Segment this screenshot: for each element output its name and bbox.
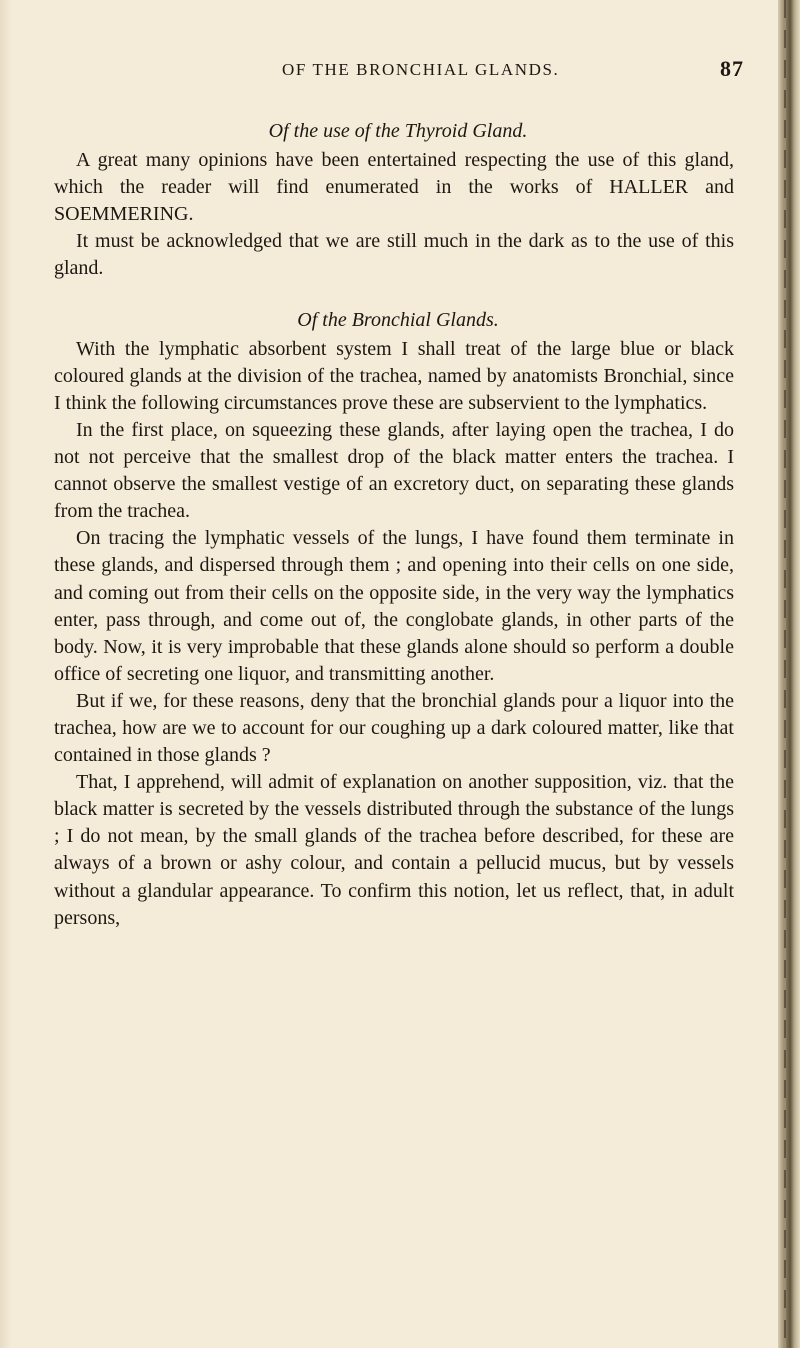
paragraph: That, I apprehend, will admit of explanation on another supposition, viz. that the black matter is secreted by the vessels distributed through the substance of the lungs ; I do not mean, by the small glands of the trachea before described, for these are always of a brown or ashy colour, and contain a pellucid mucus, but by vessels without a glandular appearance. To confirm this notion, let us reflect, that, in adult persons, [54,771,734,929]
page-edge [778,0,800,1348]
body-text [54,118,734,932]
paragraph: With the lymphatic absorbent system I shall treat of the large blue or black coloured glands at the division of the trachea, named by anatomists Bronchial, since I think the following circumstances prove these are subservient to the lymphatics. [54,337,734,414]
paragraph: In the first place, on squeezing these glands, after laying open the trachea, I do not not perceive that the smallest drop of the black matter enters the trachea. I cannot observe the smallest vestige of an excretory duct, on separating these glands from the trachea. [54,418,734,523]
paragraph: But if we, for these reasons, deny that the bronchial glands pour a liquor into the trachea, how are we to account for our coughing up a dark coloured matter, like that contained in those glands ? [54,689,734,767]
paragraph: It must be acknowledged that we are still much in the dark as to the use of this gland. [54,230,734,280]
running-header [0,58,800,88]
paragraph: On tracing the lymphatic vessels of the lungs, I have found them terminate in these glands, and dispersed through them ; and opening into their cells on one side, and coming out from their cells on the opposite side, in the very way the lymphatics enter, pass through, and come out of, the conglobate glands, in other parts of the body. Now, it is very improbable that these glands alone should so perform a double office of secreting one liquor, and transmitting another. [54,527,734,685]
paragraph: A great many opinions have been entertained respecting the use of this gland, which the reader will find enumerated in the works of HALLER and SOEMMERING. [54,149,734,226]
running-title: OF THE BRONCHIAL GLANDS. [282,60,560,79]
page-number: 87 [720,56,744,81]
section-heading-thyroid: Of the use of the Thyroid Gland. [268,120,528,142]
section-heading-bronchial: Of the Bronchial Glands. [297,308,499,331]
page-gutter-shadow [0,0,12,1348]
